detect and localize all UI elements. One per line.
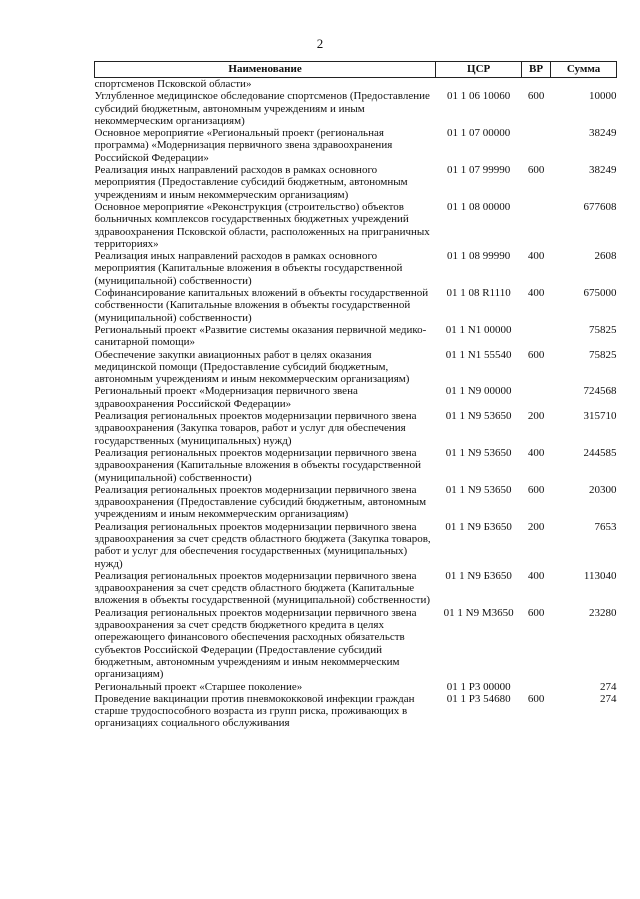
- table-row: [95, 607, 617, 681]
- row-name: Софинансирование капитальных вложений в объекты государственной собственности (Капитальные вложения в объекты государственной (муниципальной) собственности): [94, 287, 429, 324]
- row-sum: 724568: [583, 385, 617, 398]
- table-row: [95, 349, 617, 386]
- row-csr: 01 1 07 00000: [447, 127, 511, 140]
- row-name: Углубленное медицинское обследование спортсменов (Предоставление субсидий бюджетным, автономным учреждениям и иным некоммерческим организациям): [94, 90, 430, 127]
- row-csr: 01 1 08 R1110: [446, 287, 511, 300]
- table-row: [95, 127, 617, 164]
- row-csr: 01 1 N1 00000: [445, 323, 512, 336]
- row-name: Региональный проект «Старшее поколение»: [94, 680, 303, 693]
- row-vr: 200: [527, 520, 545, 533]
- row-vr: [522, 681, 551, 693]
- row-vr: [522, 324, 551, 349]
- row-vr: [522, 78, 551, 91]
- table-row: [95, 90, 617, 127]
- row-vr: 600: [527, 348, 545, 361]
- row-name: Реализация региональных проектов модернизации первичного звена здравоохранения (Капитальные вложения в объекты государственной (муниципальной) собственности): [94, 446, 421, 484]
- row-csr: 01 1 N9 53650: [445, 410, 512, 423]
- table-row: [95, 693, 617, 730]
- row-name: Реализация иных направлений расходов в рамках основного мероприятия (Предоставление субсидий бюджетным, автономным учреждениям и иным некоммерческим организациям): [94, 164, 408, 201]
- row-sum: 677608: [583, 200, 617, 213]
- table-row: [95, 570, 617, 607]
- row-sum: 38249: [589, 164, 617, 177]
- row-name: Реализация иных направлений расходов в рамках основного мероприятия (Капитальные вложения в объекты государственной (муниципальной) собственности): [94, 250, 403, 287]
- header-name: Наименование: [95, 62, 436, 78]
- header-vr: ВР: [522, 62, 551, 78]
- row-name: Основное мероприятие «Региональный проект (региональная программа) «Модернизация первичного звена здравоохранения Российской Федерации»: [94, 127, 393, 164]
- row-csr: 01 1 N9 M3650: [443, 606, 514, 619]
- row-name: Проведение вакцинации против пневмококковой инфекции граждан старше трудоспособного возраста из групп риска, проживающих в организациях социального обслуживания: [94, 692, 415, 730]
- row-sum: 20300: [589, 483, 617, 496]
- table-row: [95, 201, 617, 250]
- table-row: [95, 484, 617, 521]
- table-row: [95, 287, 617, 324]
- row-sum: 2608: [594, 250, 617, 263]
- row-csr: 01 1 07 99990: [447, 164, 511, 177]
- row-name: Обеспечение закупки авиационных работ в целях оказания медицинской помощи (Предоставление субсидий бюджетным, автономным учреждениям и иным некоммерческим организациям): [94, 348, 410, 386]
- row-csr: 01 1 08 99990: [447, 250, 511, 263]
- table-row: [95, 447, 617, 484]
- row-csr: 01 1 P3 00000: [446, 680, 511, 693]
- row-vr: 400: [527, 287, 545, 300]
- row-csr: 01 1 06 10060: [447, 90, 511, 103]
- table-row: [95, 681, 617, 693]
- row-sum: 244585: [583, 446, 617, 459]
- budget-table: [94, 61, 617, 730]
- table-row: [95, 164, 617, 201]
- row-csr: 01 1 N9 53650: [445, 446, 512, 459]
- row-name: Реализация региональных проектов модернизации первичного звена здравоохранения за счет средств областного бюджета (Закупка товаров, работ и услуг для обеспечения государственных (муниципальных) нужд): [94, 520, 431, 570]
- row-csr: 01 1 N9 Б3650: [445, 520, 512, 533]
- table-row: [95, 250, 617, 287]
- row-vr: [522, 127, 551, 164]
- table-row: [95, 78, 617, 91]
- row-name: спортсменов Псковской области»: [94, 78, 252, 90]
- table-header-row: [95, 62, 617, 78]
- row-vr: 400: [527, 250, 545, 263]
- row-name: Региональный проект «Развитие системы оказания первичной медико-санитарной помощи»: [94, 323, 427, 349]
- page-number: 2: [316, 36, 324, 51]
- row-sum: 274: [600, 680, 617, 693]
- row-sum: 315710: [583, 410, 617, 423]
- row-sum: 7653: [594, 520, 617, 533]
- row-name: Основное мероприятие «Реконструкция (строительство) объектов больничных комплексов государственных бюджетных учреждений здравоохранения Псковской области, расположенных на приграничных территориях»: [94, 200, 430, 250]
- row-name: Реализация региональных проектов модернизации первичного звена здравоохранения за счет средств областного бюджета (Капитальные вложения в объекты государственной (муниципальной) собственности): [94, 569, 431, 607]
- table-row: [95, 410, 617, 447]
- row-sum: 10000: [589, 90, 617, 103]
- row-csr: 01 1 N1 55540: [445, 348, 512, 361]
- row-sum: 75825: [589, 348, 617, 361]
- row-csr: 01 1 P3 54680: [446, 692, 511, 705]
- row-sum: 75825: [589, 323, 617, 336]
- row-csr: 01 1 N9 53650: [445, 483, 512, 496]
- row-sum: 38249: [589, 127, 617, 140]
- row-sum: 113040: [583, 569, 617, 582]
- header-sum: Сумма: [551, 62, 617, 78]
- table-row: [95, 521, 617, 570]
- row-vr: 600: [527, 483, 545, 496]
- row-vr: 600: [527, 606, 545, 619]
- row-csr: [436, 78, 522, 91]
- table-row: [95, 324, 617, 349]
- row-csr: 01 1 N9 00000: [445, 385, 512, 398]
- row-vr: 400: [527, 446, 545, 459]
- row-vr: 200: [527, 410, 545, 423]
- row-name: Региональный проект «Модернизация первичного звена здравоохранения Российской Федерации»: [94, 385, 358, 410]
- row-vr: 400: [527, 569, 545, 582]
- row-vr: 600: [527, 90, 545, 103]
- table-row: [95, 385, 617, 410]
- row-name: Реализация региональных проектов модернизации первичного звена здравоохранения (Предоставление субсидий бюджетным, автономным учреждениям и иным некоммерческим организациям): [94, 483, 427, 521]
- row-vr: [522, 201, 551, 250]
- row-sum: 23280: [589, 606, 617, 619]
- row-vr: 600: [527, 164, 545, 177]
- row-sum: [551, 78, 617, 91]
- row-vr: [522, 385, 551, 410]
- row-vr: 600: [527, 692, 545, 705]
- row-csr: 01 1 N9 Б3650: [445, 569, 512, 582]
- row-sum: 274: [600, 692, 617, 705]
- row-csr: 01 1 08 00000: [447, 200, 511, 213]
- table-body: [95, 78, 617, 730]
- row-name: Реализация региональных проектов модернизации первичного звена здравоохранения за счет средств бюджетного кредита в целях опережающего финансового обеспечения расходных обязательств субъектов Российской Федерации (Предоставление субсидий бюджетным, автономным учреждениям и иным некоммерческим организациям): [94, 606, 417, 681]
- row-name: Реализация региональных проектов модернизации первичного звена здравоохранения (Закупка товаров, работ и услуг для обеспечения государственных (муниципальных) нужд): [94, 410, 417, 447]
- header-csr: ЦСР: [436, 62, 522, 78]
- row-sum: 675000: [583, 287, 617, 300]
